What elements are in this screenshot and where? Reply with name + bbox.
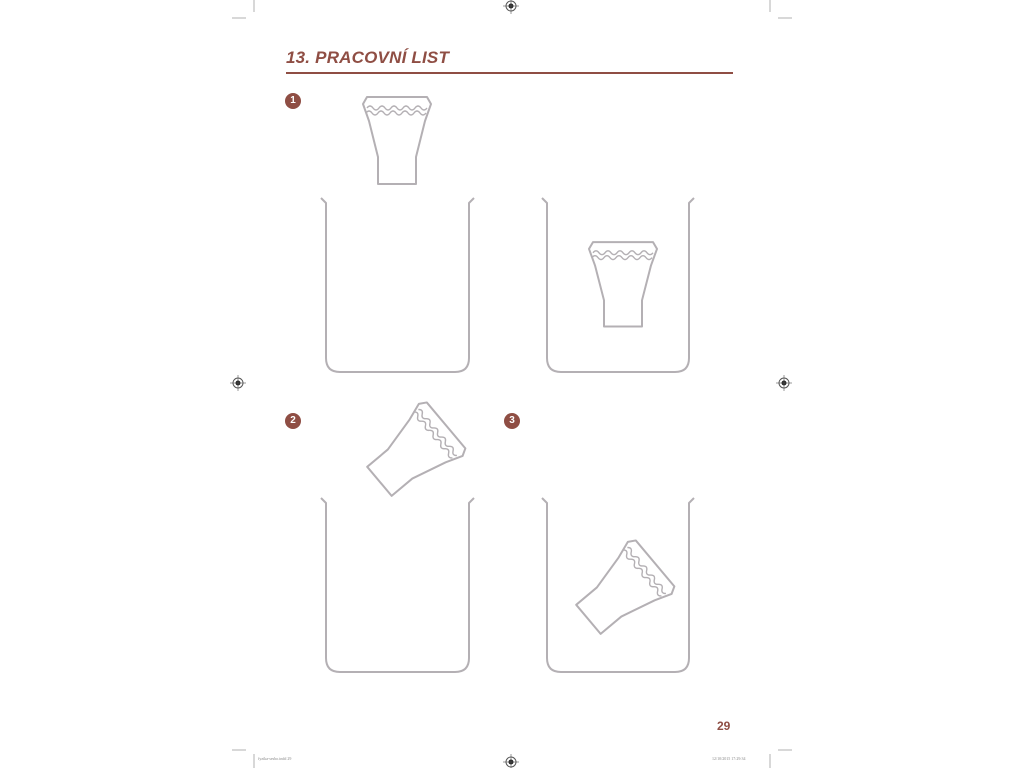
- slug-file-name: fyzika-sesbo.indd 29: [258, 756, 292, 761]
- funnel-3: [567, 537, 677, 645]
- slug-timestamp: 12/10/2015 17:29:34: [712, 756, 746, 761]
- beaker-2: [321, 498, 474, 672]
- title-rule: [286, 72, 733, 74]
- funnel-1b: [589, 242, 657, 326]
- page-number: 29: [717, 719, 731, 733]
- registration-marks: [230, 0, 792, 768]
- beaker-1a: [321, 198, 474, 372]
- funnel-1a: [363, 97, 431, 184]
- page-title: 13. PRACOVNÍ LIST: [286, 48, 450, 67]
- step-badge-1: 1: [285, 93, 301, 109]
- funnel-2: [358, 399, 468, 507]
- step-badge-2: 2: [285, 413, 301, 429]
- step-badge-3: 3: [504, 413, 520, 429]
- crop-marks: [232, 0, 792, 768]
